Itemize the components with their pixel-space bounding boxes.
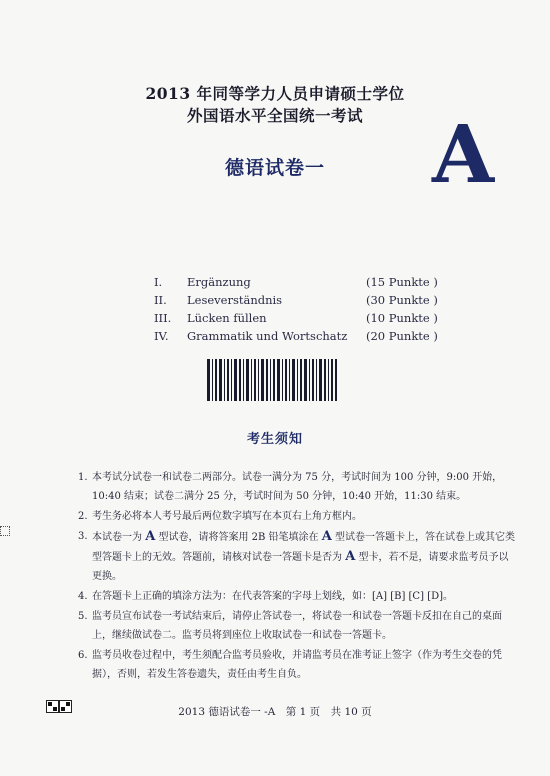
instruction-text: 型试卷一答题卡上，答在试卷上或其它类型答题卡上的无效。答题前，请核对试卷一答题卡是否为 [92,532,516,563]
paper-type-letter: A [432,107,495,201]
section-row [154,311,454,329]
paper-type-mark: A [321,529,332,544]
binding-mark-icon [0,526,10,536]
instructions-list [78,468,518,685]
section-list [154,275,454,347]
section-row [154,293,454,311]
instruction-number: 4. [78,591,88,602]
instruction-text: 在答题卡上正确的填涂方法为：在代表答案的字母上划线，如：[A] [B] [C] [D]。 [92,591,453,602]
section-name: Leseverständnis [187,293,283,307]
instruction-number: 3. [78,531,88,542]
instruction-item [78,587,518,606]
section-row [154,329,454,347]
section-points: (15 Punkte ) [366,275,438,289]
exam-title-line-2: 外国语水平全国统一考试 [186,106,363,125]
section-points: (30 Punkte ) [366,293,438,307]
instruction-text: 本试卷一为 [92,532,142,543]
section-name: Ergänzung [187,275,251,289]
instruction-item [78,607,518,645]
instruction-text: 监考员宣布试卷一考试结束后，请停止答试卷一，将试卷一和试卷一答题卡反扣在自己的桌面上，继续做试卷二。监考员将到座位上收取试卷一和试卷一答题卡。 [92,611,502,641]
section-number: I. [154,275,163,289]
instruction-item [78,527,518,586]
exam-title-line-1: 2013 年同等学力人员申请硕士学位 [145,84,405,103]
instruction-number: 2. [78,511,88,522]
section-points: (10 Punkte ) [366,311,438,325]
instruction-text: 本考试分试卷一和试卷二两部分。试卷一满分为 75 分，考试时间为 100 分钟，9:00 开始，10:40 结束；试卷二满分 25 分，考试时间为 50 分钟，10:40 开始，11:30 结束。 [92,472,503,502]
section-name: Lücken füllen [187,311,267,325]
section-row [154,275,454,293]
page-footer: 2013 德语试卷一 -A 第 1 页 共 10 页 [178,706,372,718]
instruction-text: 考生务必将本人考号最后两位数字填写在本页右上角方框内。 [92,511,362,522]
instruction-text: 型试卷，请将答案用 2B 铅笔填涂在 [158,532,319,543]
instruction-item [78,468,518,506]
paper-name: 德语试卷一 [224,157,325,179]
section-number: IV. [154,329,169,343]
barcode-icon [207,359,337,401]
section-number: II. [154,293,167,307]
paper-type-mark: A [145,529,156,544]
section-number: III. [154,311,172,325]
instruction-text: 监考员收卷过程中，考生须配合监考员验收，并请监考员在准考证上签字（作为考生交卷的凭据），否则，若发生答卷遗失，责任由考生自负。 [92,650,502,680]
instruction-number: 6. [78,650,88,661]
section-points: (20 Punkte ) [366,329,438,343]
instruction-item [78,507,518,526]
section-name: Grammatik und Wortschatz [187,329,348,343]
notice-heading: 考生须知 [246,432,303,447]
instruction-number: 5. [78,611,88,622]
instruction-text: 型卡，若不是，请要求监考员予以更换。 [92,552,509,582]
instruction-number: 1. [78,472,88,483]
paper-type-mark: A [345,549,356,564]
instruction-item [78,646,518,684]
